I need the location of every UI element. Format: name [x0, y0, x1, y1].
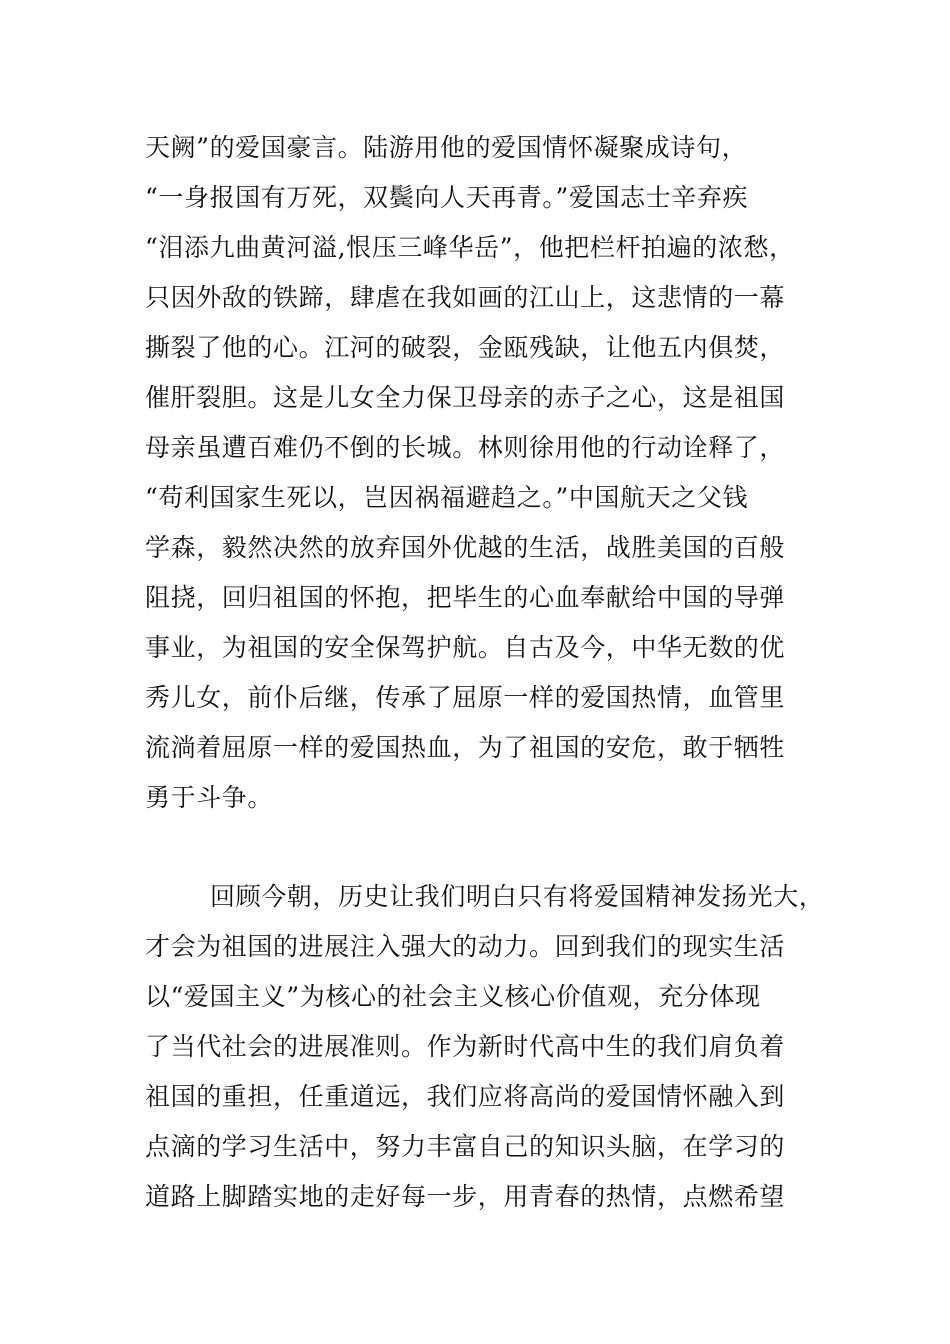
- paragraph-2-line: 回顾今朝，历史让我们明白只有将爱国精神发扬光大，: [210, 882, 825, 911]
- paragraph-1-line: 阻挠，回归祖国的怀抱，把毕生的心血奉献给中国的导弹: [145, 583, 786, 612]
- paragraph-2-line: 以“爱国主义”为核心的社会主义核心价值观，充分体现: [145, 982, 761, 1011]
- paragraph-1-line: 勇于斗争。: [145, 783, 274, 812]
- paragraph-1-line: 只因外敌的铁蹄，肆虐在我如画的江山上，这悲情的一幕: [145, 283, 786, 312]
- paragraph-2-line: 才会为祖国的进展注入强大的动力。回到我们的现实生活: [145, 932, 786, 961]
- paragraph-2-line: 祖国的重担，任重道远，我们应将高尚的爱国情怀融入到: [145, 1082, 786, 1111]
- paragraph-1-line: 母亲虽遭百难仍不倒的长城。林则徐用他的行动诠释了，: [145, 433, 786, 462]
- paragraph-1-line: 秀儿女，前仆后继，传承了屈原一样的爱国热情，血管里: [145, 683, 786, 712]
- paragraph-1-line: 催肝裂胆。这是儿女全力保卫母亲的赤子之心，这是祖国: [145, 383, 786, 412]
- paragraph-1-line: 撕裂了他的心。江河的破裂，金瓯残缺，让他五内俱焚，: [145, 333, 786, 362]
- paragraph-1-line: 学森，毅然决然的放弃国外优越的生活，战胜美国的百般: [145, 533, 786, 562]
- paragraph-1-line: “泪添九曲黄河溢,恨压三峰华岳”，他把栏杆拍遍的浓愁，: [145, 233, 795, 262]
- paragraph-1-line: “一身报国有万死，双鬓向人天再青。”爱国志士辛弃疾: [145, 183, 749, 212]
- paragraph-1-line: “苟利国家生死以，岂因祸福避趋之。”中国航天之父钱: [145, 483, 749, 512]
- paragraph-2-line: 了当代社会的进展准则。作为新时代高中生的我们肩负着: [145, 1032, 786, 1061]
- paragraph-1-line: 流淌着屈原一样的爱国热血，为了祖国的安危，敢于牺牲: [145, 733, 786, 762]
- paragraph-2-line: 道路上脚踏实地的走好每一步，用青春的热情，点燃希望: [145, 1182, 786, 1211]
- paragraph-2: [145, 872, 845, 1222]
- paragraph-1-line: 天阙”的爱国豪言。陆游用他的爱国情怀凝聚成诗句，: [145, 133, 748, 162]
- paragraph-2-line: 点滴的学习生活中，努力丰富自己的知识头脑，在学习的: [145, 1132, 786, 1161]
- paragraph-1-line: 事业，为祖国的安全保驾护航。自古及今，中华无数的优: [145, 633, 786, 662]
- paragraph-1: [145, 123, 845, 823]
